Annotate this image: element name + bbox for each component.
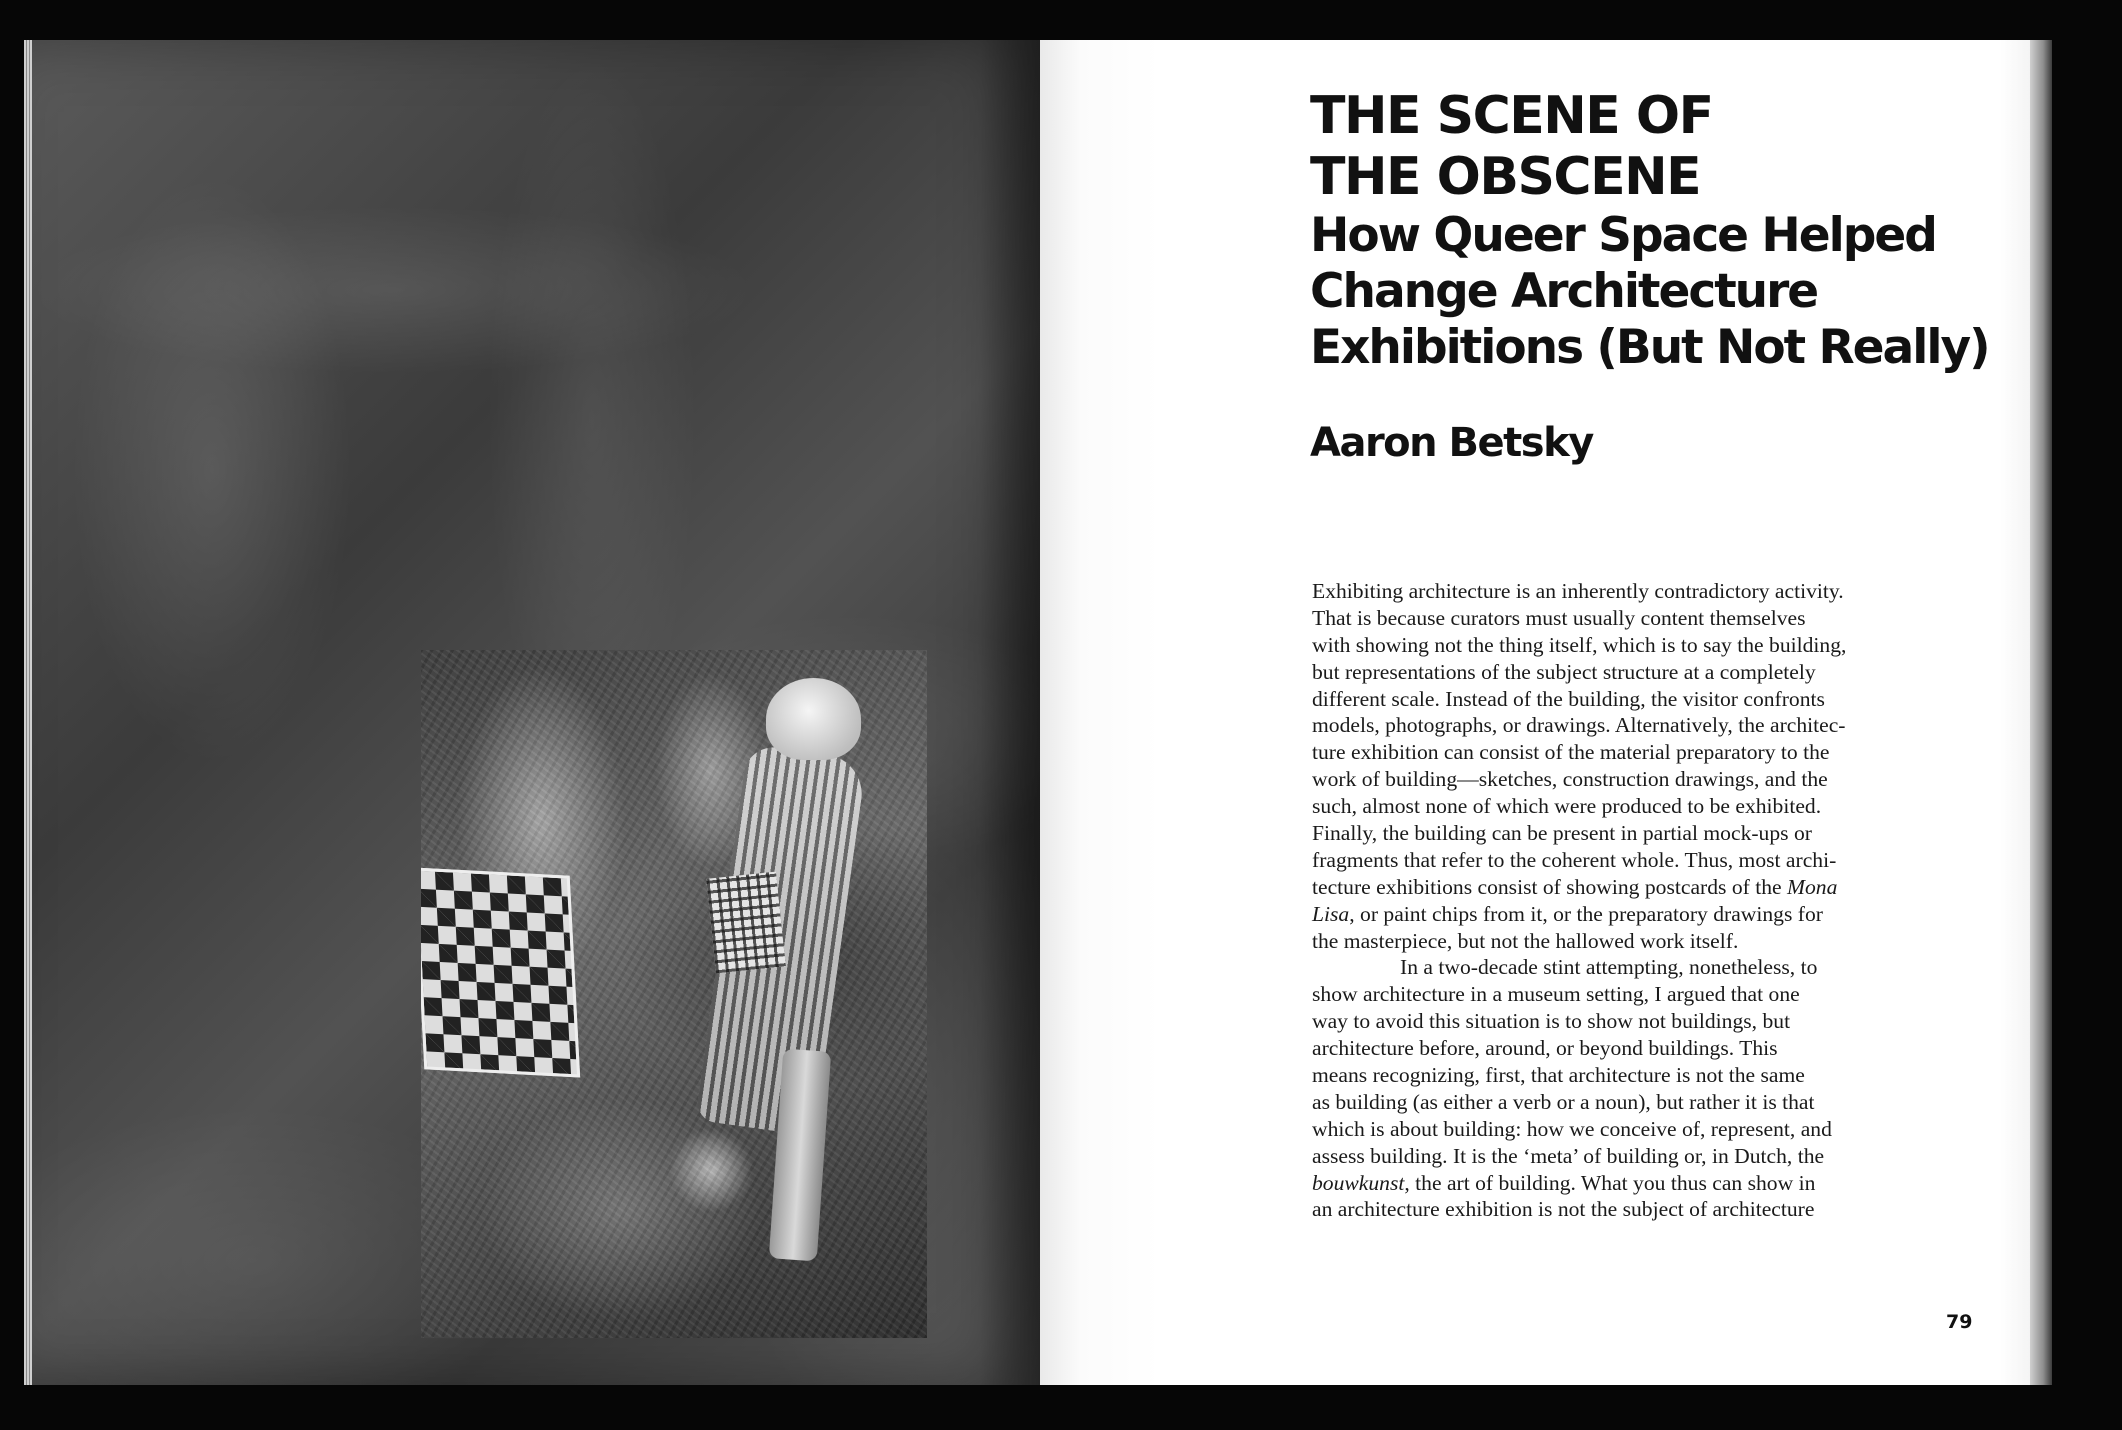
body-line: assess building. It is the ‘meta’ of building or, in Dutch, the xyxy=(1312,1143,1825,1168)
italic-bouwkunst: bouwkunst xyxy=(1312,1170,1405,1195)
checkered-cloth xyxy=(421,867,580,1077)
body-line: different scale. Instead of the building, the visitor confronts xyxy=(1312,686,1825,711)
body-line: architecture before, around, or beyond buildings. This xyxy=(1312,1036,1778,1061)
hat xyxy=(766,678,861,760)
body-line: fragments that refer to the coherent whole. Thus, most archi- xyxy=(1312,847,1837,872)
subtitle-line-2: Change Architecture xyxy=(1310,264,1818,319)
body-line xyxy=(1312,874,2002,901)
body-text-run: , the art of building. What you thus can show in xyxy=(1404,1170,1816,1195)
body-line: such, almost none of which were produced to be exhibited. xyxy=(1312,794,1822,819)
body-line: the masterpiece, but not the hallowed work itself. xyxy=(1312,928,1739,953)
spine-shadow xyxy=(980,40,1042,1385)
body-line: show architecture in a museum setting, I argued that one xyxy=(1312,982,1800,1007)
title-line-2: THE OBSCENE xyxy=(1310,147,1701,207)
body-line: but representations of the subject structure at a completely xyxy=(1312,659,1816,684)
body-line: Exhibiting architecture is an inherently contradictory activity. xyxy=(1312,579,1844,603)
subtitle-line-1: How Queer Space Helped xyxy=(1310,208,1936,263)
page-number: 79 xyxy=(1946,1311,1973,1333)
body-line: ture exhibition can consist of the material preparatory to the xyxy=(1312,740,1830,765)
body-line: which is about building: how we conceive of, represent, and xyxy=(1312,1116,1832,1141)
italic-mona: Mona xyxy=(1787,874,1838,899)
right-page-edge xyxy=(2030,40,2052,1385)
body-line: Finally, the building can be present in partial mock-ups or xyxy=(1312,821,1812,846)
article-heading xyxy=(1310,86,2010,376)
body-line: an architecture exhibition is not the subject of architecture xyxy=(1312,1197,1815,1222)
body-line xyxy=(1312,901,2002,928)
body-line: In a two-decade stint attempting, nonetheless, to xyxy=(1400,955,1818,980)
title-line-1: THE SCENE OF xyxy=(1310,86,1713,146)
subtitle-line-3: Exhibitions (But Not Really) xyxy=(1310,320,1989,375)
body-line: models, photographs, or drawings. Alternatively, the architec- xyxy=(1312,713,1846,738)
left-page xyxy=(32,40,1042,1385)
body-text-run: , or paint chips from it, or the preparatory drawings for xyxy=(1349,901,1823,926)
body-line: with showing not the thing itself, which is to say the building, xyxy=(1312,632,1847,657)
body-text-run: tecture exhibitions consist of showing postcards of the xyxy=(1312,874,1782,899)
body-line: means recognizing, first, that architecture is not the same xyxy=(1312,1063,1805,1088)
body-line: as building (as either a verb or a noun), but rather it is that xyxy=(1312,1089,1815,1114)
italic-lisa: Lisa xyxy=(1312,901,1350,926)
body-line: way to avoid this situation is to show not buildings, but xyxy=(1312,1009,1791,1034)
collage-photo xyxy=(421,650,927,1338)
body-line: That is because curators must usually content themselves xyxy=(1312,605,1806,630)
body-line: work of building—sketches, construction drawings, and the xyxy=(1312,767,1828,792)
plaid-patch xyxy=(706,872,786,974)
article-body xyxy=(1312,578,2002,1223)
body-line xyxy=(1312,1170,2002,1197)
author-name: Aaron Betsky xyxy=(1310,420,1593,466)
